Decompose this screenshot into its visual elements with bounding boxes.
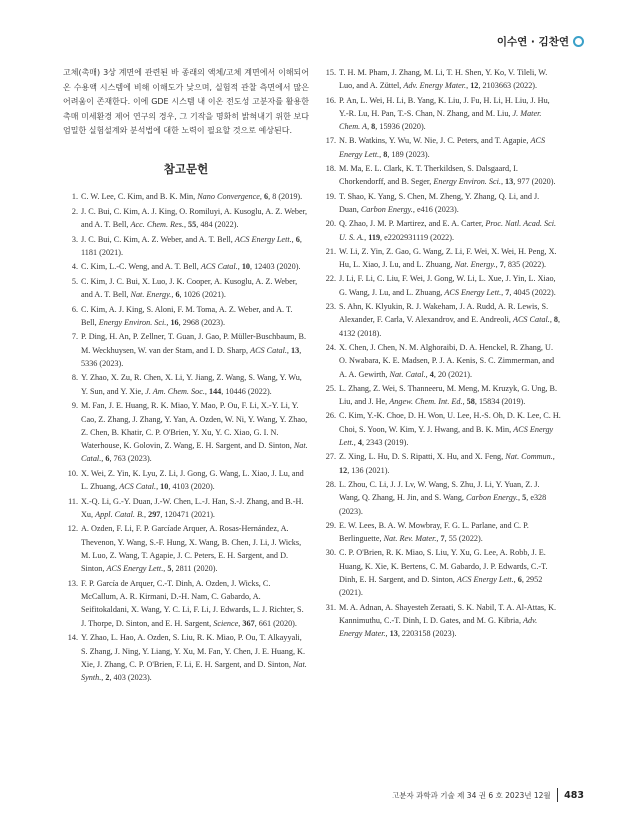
reference-item — [63, 467, 309, 494]
reference-journal: ACS Energy Lett. — [339, 136, 546, 159]
reference-details: , 2968 (2023). — [178, 317, 226, 327]
reference-journal: Nano Convergence — [197, 192, 260, 202]
reference-separator: , — [549, 315, 554, 325]
reference-journal: Nat. Energy. — [454, 260, 496, 270]
page-footer — [392, 788, 584, 802]
reference-separator: , — [101, 673, 106, 683]
footer-divider — [557, 788, 559, 802]
reference-authors: L. Zhou, C. Li, J. J. Lv, W. Wang, S. Zhu, J. Li, Y. Yuan, Z. J. Wang, Q. Zhang, H. Jin, and S. Wang, — [339, 479, 540, 503]
reference-volume: 6 — [295, 234, 300, 244]
reference-volume: 6 — [264, 192, 269, 202]
reference-journal: Proc. Natl. Acad. Sci. U. S. A. — [339, 219, 557, 242]
reference-item — [321, 300, 561, 340]
reference-list-left — [63, 190, 309, 684]
reference-authors: C. W. Lee, C. Kim, and B. K. Min, — [81, 192, 198, 202]
reference-journal: ACS Energy Lett. — [106, 564, 164, 574]
reference-number: 9. — [71, 401, 78, 411]
reference-details: , 5336 (2023). — [81, 345, 302, 368]
reference-number: 15. — [325, 68, 336, 77]
reference-authors: C. Kim, J. C. Bui, X. Luo, J. K. Cooper, A. Kusoglu, A. Z. Weber, and A. T. Bell, — [81, 276, 298, 300]
reference-separator: , — [238, 618, 243, 628]
reference-volume: 4 — [357, 438, 362, 448]
reference-item — [321, 272, 561, 299]
reference-separator: , — [156, 482, 161, 492]
reference-number: 2. — [71, 206, 78, 216]
reference-details: , e2202931119 (2022). — [380, 232, 455, 242]
reference-item — [321, 190, 561, 217]
reference-journal: Nat. Energy. — [130, 290, 172, 300]
reference-item — [321, 601, 561, 641]
reference-number: 26. — [325, 411, 336, 421]
reference-volume: 6 — [517, 574, 522, 584]
reference-authors: X. Chen, J. Chen, N. M. Alghoraibi, D. A. Henckel, R. Zhang, U. O. Nwabara, K. E. Madsen, P. J. A. Kenis, S. C. Zimmerman, and A. A. Gewirth, — [339, 342, 555, 379]
circle-icon — [573, 36, 584, 47]
reference-item — [321, 66, 561, 93]
reference-volume: 55 — [188, 220, 197, 230]
reference-separator: , — [291, 234, 296, 244]
reference-details: , 136 (2021). — [347, 465, 390, 475]
reference-journal: ACS Energy Lett. — [339, 424, 554, 448]
reference-number: 29. — [325, 520, 336, 530]
reference-details: , 55 (2022). — [444, 534, 483, 544]
reference-item — [63, 190, 309, 203]
reference-number: 14. — [67, 633, 78, 643]
reference-volume: 13 — [389, 629, 398, 639]
reference-item — [63, 399, 309, 465]
reference-volume: 5 — [522, 493, 527, 503]
reference-authors: J. C. Bui, C. Kim, A. J. King, O. Romiluyi, A. Kusoglu, A. Z. Weber, and A. T. Bell, — [81, 206, 308, 230]
reference-authors: M. A. Adnan, A. Shayesteh Zeraati, S. K. Nabil, T. A. Al-Attas, K. Kannimuthu, C.-T. Dinh, I. D. Gates, and M. G. Kibria, — [339, 602, 557, 625]
reference-journal: ACS Energy Lett. — [456, 574, 514, 584]
reference-details: , 12403 (2020). — [250, 262, 301, 272]
reference-volume: 16 — [170, 317, 179, 327]
reference-item — [63, 233, 309, 260]
reference-number: 8. — [71, 373, 78, 383]
reference-separator: , — [286, 345, 292, 355]
reference-authors: M. Fan, J. E. Huang, R. K. Miao, Y. Mao, P. Ou, F. Li, X.-Y. Li, Y. Cao, Z. Zhang, J. Zhang, Y. Yan, A. Ozden, W. Ni, Y. Wang, Y. Zhao, Z. Chen, B. Khatir, C. P. O'Brien, Y. Xu, Y. C. Xiao, G. I. N. Waterhouse, K. Golovin, Z. Wang, E. H. Sargent, and D. Sinton, — [81, 401, 308, 451]
reference-details: , 2811 (2020). — [171, 564, 218, 574]
reference-volume: 5 — [167, 564, 172, 574]
reference-journal: Acc. Chem. Res. — [130, 220, 184, 230]
reference-item — [321, 341, 561, 381]
reference-separator: , — [552, 452, 555, 462]
reference-separator: , — [436, 534, 441, 544]
reference-volume: 13 — [291, 345, 300, 355]
reference-authors: M. Ma, E. L. Clark, K. T. Therkildsen, S. Dalsgaard, I. Chorkendorff, and B. Seger, — [339, 164, 518, 187]
reference-number: 10. — [67, 468, 78, 478]
reference-details: , 977 (2020). — [513, 177, 556, 187]
reference-volume: 8 — [553, 315, 558, 325]
intro-paragraph: 고체(촉매) 3상 계면에 관련된 바 종래의 액체/고체 계면에서 이해되어온 수용액 시스템에 비해 이해도가 낮으며, 실험적 관찰 측면에서 많은 어려움이 존재한다. 이에 GDE 시스템 내 이온 전도성 고분자를 활용한 촉매 미세환경 제어 연구의 경우, 그 기작을 명화히 밝혀내기 위한 보다 엄밀한 실험설계와 분석법에 대한 노력이 필요할 것으로 예상된다. — [63, 68, 309, 136]
reference-journal: ACS Catal. — [250, 345, 287, 355]
reference-volume: 7 — [499, 260, 504, 270]
reference-volume: 12 — [339, 465, 348, 475]
reference-number: 28. — [325, 479, 336, 489]
reference-details: , 120471 (2021). — [160, 509, 215, 519]
reference-item — [321, 162, 561, 189]
reference-details: , 10446 (2022). — [221, 386, 272, 396]
reference-volume: 12 — [470, 81, 479, 91]
reference-number: 7. — [71, 332, 78, 342]
reference-authors: N. B. Watkins, Y. Wu, W. Nie, J. C. Peters, and T. Agapie, — [339, 136, 531, 146]
reference-separator: , — [259, 192, 264, 202]
reference-separator: , — [385, 629, 390, 639]
reference-authors: P. An, L. Wei, H. Li, B. Yang, K. Liu, J. Fu, H. Li, H. Liu, J. Hu, Y.-R. Lu, H. Pan, T.-S. Chan, N. Zhang, and M. Liu, — [339, 95, 550, 118]
reference-details: , 1181 (2021). — [81, 234, 302, 257]
reference-authors: C. P. O'Brien, R. K. Miao, S. Liu, Y. Xu, G. Lee, A. Robb, J. E. Huang, K. Xie, K. Bertens, C. M. Gabardo, J. P. Edwards, C.-T. Dinh, E. H. Sargent, and D. Sinton, — [339, 548, 548, 584]
reference-volume: 7 — [440, 534, 445, 544]
reference-volume: 297 — [148, 509, 161, 519]
reference-details: , 2203158 (2023). — [397, 629, 457, 639]
reference-details: , 2343 (2019). — [361, 438, 409, 448]
reference-journal: ACS Energy Lett. — [444, 287, 502, 297]
references-heading: 참고문헌 — [163, 161, 209, 176]
reference-separator: , — [466, 81, 471, 91]
reference-details: , 835 (2022). — [503, 260, 547, 270]
reference-journal: Adv. Energy Mater. — [339, 615, 538, 639]
reference-volume: 367 — [242, 618, 255, 628]
reference-number: 6. — [71, 304, 78, 314]
reference-journal: J. Mater. Chem. A — [339, 108, 542, 132]
reference-volume: 8 — [371, 122, 376, 132]
footer-journal: 고분자 과학과 기술 제 34 권 6 호 2023년 12월 — [392, 790, 551, 800]
reference-item — [63, 522, 309, 575]
reference-journal: ACS Catal. — [512, 315, 550, 325]
reference-authors: Z. Xing, L. Hu, D. S. Ripatti, X. Hu, and X. Feng, — [339, 452, 506, 462]
reference-journal: Carbon Energy. — [360, 204, 413, 214]
reference-item — [63, 495, 309, 522]
reference-details: , 484 (2022). — [196, 220, 239, 230]
reference-separator: , — [367, 122, 372, 132]
reference-separator: , — [237, 262, 242, 272]
reference-number: 30. — [325, 548, 336, 558]
reference-number: 23. — [325, 302, 336, 312]
reference-details: , e328 (2023). — [339, 493, 547, 516]
reference-authors: J. Li, F. Li, C. Liu, F. Wei, J. Gong, W. Li, L. Xue, J. Yin, L. Xiao, G. Wang, J. Lu, and L. Zhuang, — [339, 274, 556, 297]
reference-separator: , — [379, 149, 384, 159]
reference-number: 4. — [71, 262, 78, 272]
reference-number: 16. — [325, 95, 336, 105]
running-header — [497, 34, 584, 49]
left-column — [63, 66, 309, 686]
reference-details: , 15834 (2019). — [474, 397, 526, 407]
reference-number: 31. — [325, 602, 336, 612]
reference-number: 17. — [325, 136, 336, 146]
reference-separator: , — [353, 438, 358, 448]
reference-authors: Y. Zhao, L. Hao, A. Ozden, S. Liu, R. K. Miao, P. Ou, T. Alkayyali, S. Zhang, J. Ning, Y. Liang, Y. Xu, M. Fan, Y. Chen, J. E. Huang, K. Xie, J. Zhang, C. P. O'Brien, F. Li, E. H. Sargent, and D. Sinton, — [81, 633, 306, 669]
reference-authors: J. C. Bui, C. Kim, A. Z. Weber, and A. T. Bell, — [81, 234, 235, 244]
reference-item — [321, 382, 561, 409]
reference-item — [63, 275, 309, 302]
reference-number: 1. — [71, 192, 78, 202]
reference-number: 5. — [71, 276, 78, 286]
reference-authors: W. Li, Z. Yin, Z. Gao, G. Wang, Z. Li, F. Wei, X. Wei, H. Peng, X. Hu, L. Xiao, J. Lu, and L. Zhuang, — [339, 246, 557, 270]
reference-number: 3. — [71, 234, 78, 244]
reference-item — [321, 450, 561, 477]
reference-volume: 58 — [466, 397, 475, 407]
reference-authors: S. Ahn, K. Klyukin, R. J. Wakeham, J. A. Rudd, A. R. Lewis, S. Alexander, F. Carla, V. Alexandrov, and E. Andreoli, — [339, 302, 549, 325]
reference-authors: Q. Zhao, J. M. P. Martirez, and E. A. Carter, — [339, 219, 486, 229]
reference-number: 25. — [325, 383, 336, 393]
reference-separator: , — [101, 454, 106, 464]
reference-details: , 15936 (2020). — [375, 122, 426, 132]
reference-details: , 20 (2021). — [433, 369, 473, 379]
reference-authors: L. Zhang, Z. Wei, S. Thanneeru, M. Meng, M. Kruzyk, G. Ung, B. Liu, and J. He, — [339, 383, 558, 407]
reference-number: 24. — [325, 342, 336, 352]
reference-journal: Nat. Commun. — [505, 452, 553, 462]
reference-details: , 4045 (2022). — [509, 287, 556, 297]
reference-item — [63, 371, 309, 398]
reference-separator: , — [163, 564, 168, 574]
reference-item — [321, 94, 561, 134]
reference-journal: Angew. Chem. Int. Ed. — [389, 397, 463, 407]
reference-details: , 2103663 (2022). — [478, 81, 538, 91]
reference-number: 20. — [325, 219, 336, 229]
reference-item — [63, 631, 309, 684]
reference-number: 19. — [325, 191, 336, 201]
reference-separator: , — [501, 287, 506, 297]
reference-separator: , — [171, 290, 176, 300]
reference-separator: , — [495, 260, 500, 270]
reference-journal: Science — [213, 618, 239, 628]
reference-item — [321, 245, 561, 272]
reference-list-right — [321, 66, 561, 640]
reference-number: 27. — [325, 452, 336, 462]
reference-separator: , — [513, 574, 518, 584]
reference-journal: Appl. Catal. B. — [95, 509, 145, 519]
reference-journal: Nat. Rev. Mater. — [383, 534, 437, 544]
reference-details: , 8 (2019). — [268, 192, 303, 202]
reference-journal: Nat. Synth. — [81, 659, 307, 683]
reference-volume: 2 — [105, 673, 110, 683]
reference-journal: J. Am. Chem. Soc. — [145, 386, 205, 396]
reference-separator: , — [500, 177, 506, 187]
reference-journal: ACS Catal. — [200, 262, 238, 272]
reference-details: , 4103 (2020). — [168, 482, 215, 492]
reference-authors: T. Shao, K. Yang, S. Chen, M. Zheng, Y. Zhang, Q. Li, and J. Duan, — [339, 191, 540, 214]
reference-number: 21. — [325, 246, 336, 256]
reference-volume: 6 — [175, 290, 180, 300]
reference-volume: 10 — [160, 482, 169, 492]
reference-details: , 763 (2023). — [109, 454, 152, 464]
reference-authors: E. W. Lees, B. A. W. Mowbray, F. G. L. Parlane, and C. P. Berlinguette, — [339, 520, 529, 544]
reference-details: , 661 (2020). — [254, 618, 297, 628]
reference-authors: C. Kim, Y.-K. Choe, D. H. Won, U. Lee, H.-S. Oh, D. K. Lee, C. H. Choi, S. Yoon, W. Kim, Y. J. Hwang, and B. K. Min, — [339, 411, 561, 434]
reference-item — [63, 303, 309, 330]
reference-separator: , — [204, 386, 209, 396]
reference-item — [321, 546, 561, 599]
reference-separator: , — [462, 397, 467, 407]
reference-item — [63, 205, 309, 232]
reference-item — [63, 577, 309, 630]
reference-authors: F. P. García de Arquer, C.-T. Dinh, A. Ozden, J. Wicks, C. McCallum, A. R. Kirmani, D.-H. Nam, C. Gabardo, A. Seifitokaldani, X. Wang, Y. C. Li, F. Li, J. Edwards, L. J. Richter, S. J. Thorpe, D. Sinton, and E. H. Sargent, — [81, 578, 304, 628]
reference-authors: P. Ding, H. An, P. Zellner, T. Guan, J. Gao, P. Müller-Buschbaum, B. M. Weckhuysen, W. van der Stam, and I. D. Sharp, — [81, 332, 307, 355]
reference-volume: 6 — [105, 454, 110, 464]
reference-separator: , — [183, 220, 189, 230]
reference-separator: , — [518, 493, 523, 503]
reference-number: 22. — [325, 274, 336, 284]
reference-journal: Energy Environ. Sci. — [98, 317, 167, 327]
reference-item — [321, 217, 561, 244]
reference-item — [321, 134, 561, 161]
reference-number: 18. — [325, 164, 336, 174]
reference-number: 13. — [67, 578, 78, 588]
reference-journal: Carbon Energy. — [466, 493, 519, 503]
reference-details: , 189 (2023). — [387, 149, 430, 159]
reference-item — [63, 260, 309, 273]
reference-authors: X. Wei, Z. Yin, K. Lyu, Z. Li, J. Gong, G. Wang, L. Xiao, J. Lu, and L. Zhuang, — [81, 468, 304, 492]
reference-volume: 10 — [241, 262, 251, 272]
reference-volume: 4 — [429, 369, 434, 379]
reference-volume: 7 — [505, 287, 510, 297]
reference-details: , 4132 (2018). — [339, 315, 561, 338]
reference-journal: ACS Energy Lett. — [234, 234, 292, 244]
reference-number: 12. — [67, 524, 78, 534]
reference-separator: , — [425, 369, 430, 379]
reference-journal: Energy Environ. Sci. — [433, 177, 501, 187]
reference-journal: Nat. Catal. — [81, 441, 308, 464]
reference-volume: 119 — [368, 232, 381, 242]
reference-authors: X.-Q. Li, G.-Y. Duan, J.-W. Chen, L.-J. Han, S.-J. Zhang, and B.-H. Xu, — [81, 496, 304, 519]
header-authors: 이수연 · 김찬연 — [496, 36, 569, 48]
reference-item — [321, 409, 561, 449]
reference-journal: Nat. Catal. — [389, 369, 426, 379]
reference-item — [63, 330, 309, 370]
right-column — [321, 66, 561, 641]
reference-volume: 144 — [208, 386, 222, 396]
reference-item — [321, 519, 561, 546]
reference-separator: , — [144, 509, 149, 519]
reference-separator: , — [364, 232, 369, 242]
reference-item — [321, 478, 561, 518]
reference-authors: C. Kim, L.-C. Weng, and A. T. Bell, — [81, 262, 201, 272]
reference-volume: 8 — [383, 149, 388, 159]
page-number: 483 — [564, 789, 584, 801]
reference-authors: Y. Zhao, X. Zu, R. Chen, X. Li, Y. Jiang, Z. Wang, S. Wang, Y. Wu, Y. Sun, and Y. Xie, — [81, 373, 302, 396]
reference-authors: A. Ozden, F. Li, F. P. Garcíade Arquer, A. Rosas-Hernández, A. Thevenon, Y. Wang, S.-F. Hung, X. Wang, B. Chen, J. Li, J. Wicks, M. Luo, Z. Wang, T. Agapie, J. C. Peters, E. H. Sargent, and D. Sinton, — [81, 524, 302, 574]
reference-journal: Adv. Energy Mater. — [403, 81, 467, 91]
reference-authors: C. Kim, A. J. King, S. Aloni, F. M. Toma, A. Z. Weber, and A. T. Bell, — [81, 304, 293, 327]
reference-separator: , e416 (2023). — [412, 204, 459, 214]
reference-volume: 13 — [505, 177, 514, 187]
reference-number: 11. — [68, 496, 78, 506]
reference-details: , 403 (2023). — [109, 673, 152, 683]
reference-separator: , — [166, 317, 171, 327]
reference-authors: T. H. M. Pham, J. Zhang, M. Li, T. H. Shen, Y. Ko, V. Tileli, W. Luo, and A. Züttel, — [339, 68, 548, 91]
reference-details: , 1026 (2021). — [179, 290, 226, 300]
reference-journal: ACS Catal. — [119, 482, 157, 492]
reference-details: , 2952 (2021). — [339, 574, 543, 598]
